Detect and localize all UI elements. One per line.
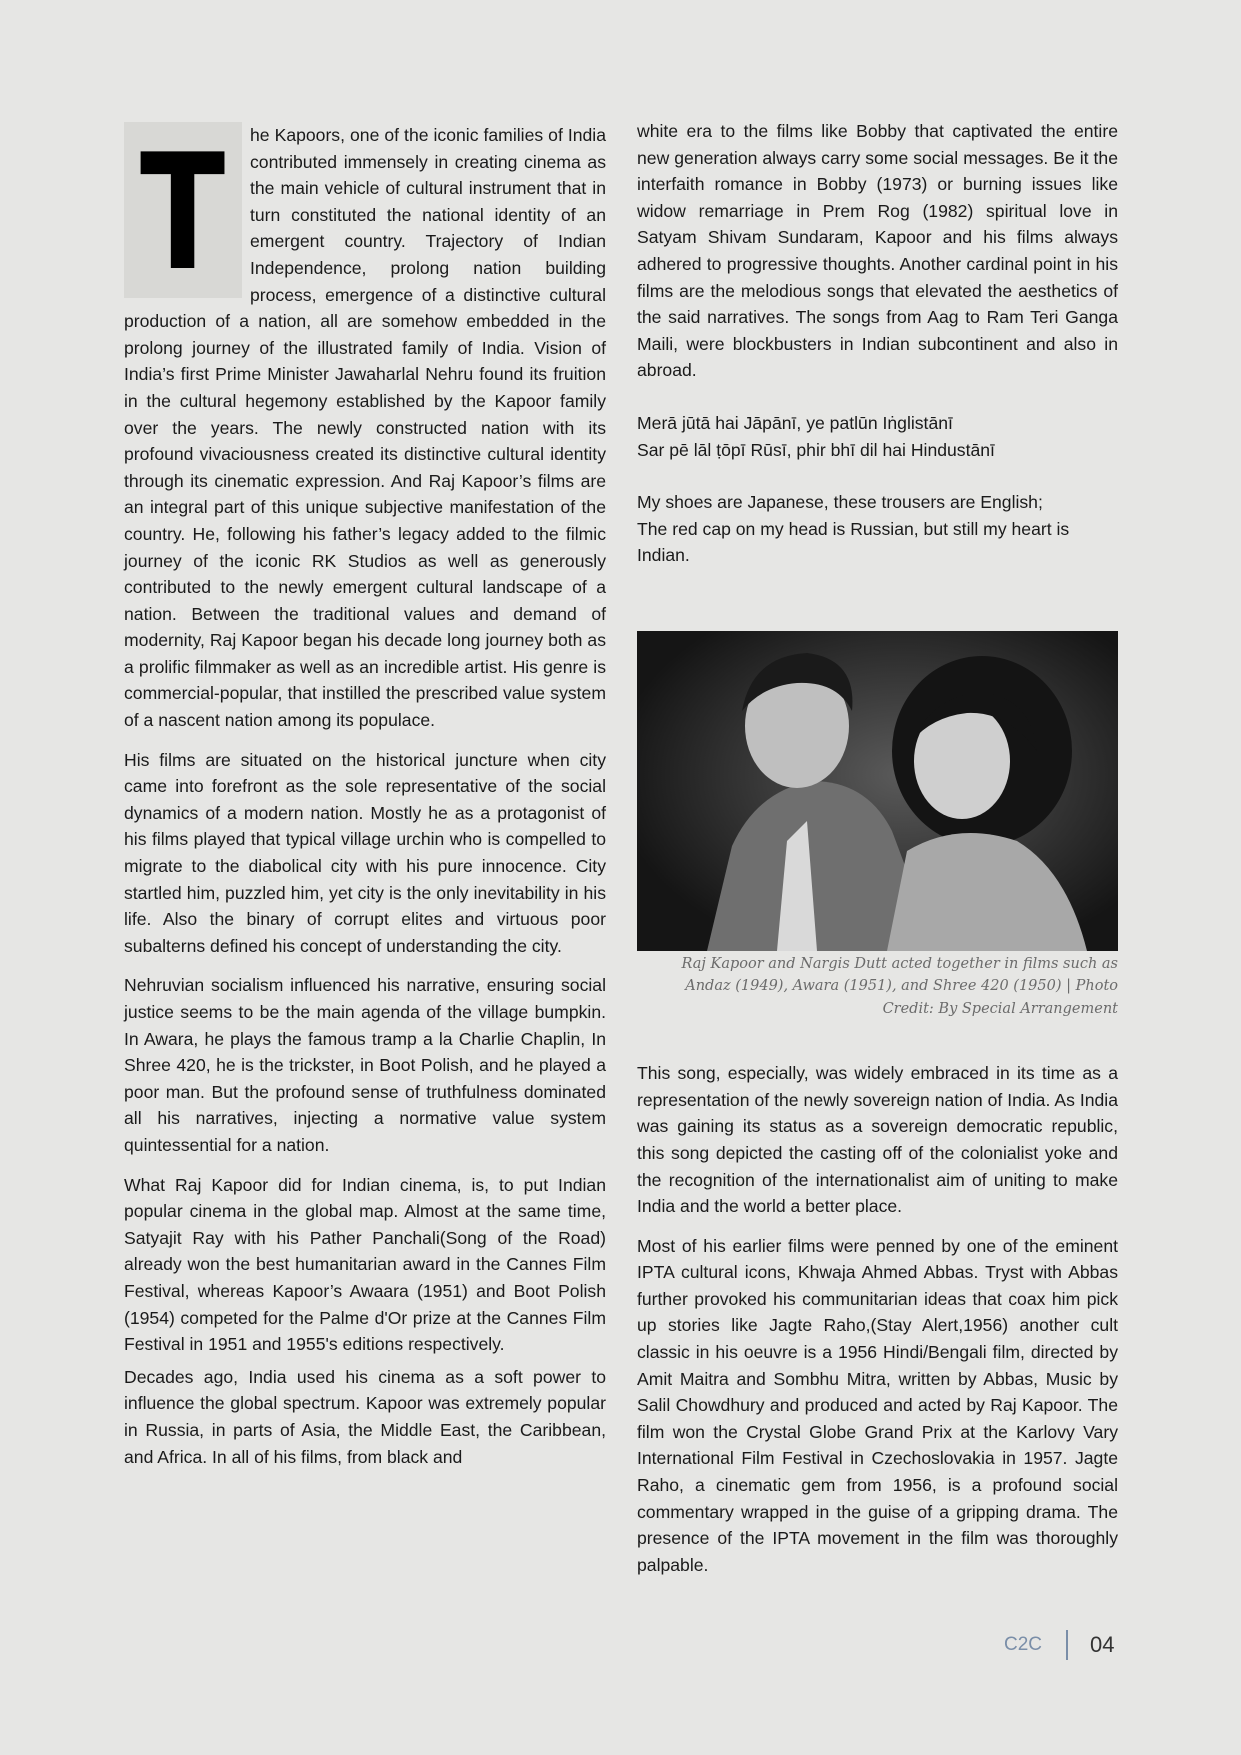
left-column: [124, 119, 606, 1470]
paragraph-global-map: What Raj Kapoor did for Indian cinema, is, to put Indian popular cinema in the global map. Almost at the same time, Satyajit Ray with his Pather Panchali(Song of the Road) already won the best humanitarian award in the Cannes Film Festival, whereas Kapoor’s Awaara (1951) and Boot Polish (1954) competed for the Palme d'Or prize at the Cannes Film Festival in 1951 and 1955's editions respectively.: [124, 1174, 606, 1355]
translation-line: The red cap on my head is Russian, but still my heart is Indian.: [637, 518, 1070, 566]
page-number: 04: [1090, 1632, 1115, 1657]
footer-divider: [1066, 1630, 1068, 1660]
paragraph-song-embraced: This song, especially, was widely embraced in its time as a representation of the newly sovereign nation of India. As India was gaining its status as a sovereign democratic republic, this song depicted the casting off of the colonialist yoke and the recognition of the internationalist aim of uniting to make India and the world a better place.: [637, 1063, 1118, 1217]
verse-line: Sar pē lāl ṭōpī Rūsī, phir bhī dil hai Hindustānī: [637, 439, 995, 460]
song-translation: [637, 489, 1118, 569]
intro-paragraph: he Kapoors, one of the iconic families of India contributed immensely in creating cinema as the main vehicle of cultural instrument that in turn constituted the national identity of an emergent country. Trajectory of Indian Independence, prolong nation building process, emergence of a distinctive cultural production of a nation, all are somehow embedded in the prolong journey of the illustrated family of India. Vision of India’s first Prime Minister Jawaharlal Nehru found its fruition in the cultural hegemony established by the Kapoor family over the years. The newly constructed nation with its profound vivaciousness created its distinctive cultural identity through its cinematic expression. And Raj Kapoor’s films are an integral part of this unique subjective manifestation of the country. He, following his father’s legacy added to the filmic journey of the iconic RK Studios as well as generously contributed to the newly emergent cultural landscape of a nation. Between the traditional values and demand of modernity, Raj Kapoor began his decade long journey both as a prolific filmmaker as well as an incredible artist. His genre is commercial-popular, that instilled the prescribed value system of a nascent nation among its populace.: [124, 125, 606, 731]
photo-caption: Raj Kapoor and Nargis Dutt acted together in films such as Andaz (1949), Awara (1951), and Shree 420 (1950) | Photo Credit: By Special Arrangement: [681, 955, 1118, 1017]
paragraph-city: His films are situated on the historical juncture when city came into forefront as the sole representative of the social dynamics of a modern nation. Mostly he as a protagonist of his films played that typical village urchin who is compelled to migrate to the diabolical city with his pure innocence. City startled him, puzzled him, yet city is the only inevitability in his life. Also the binary of corrupt elites and virtuous poor subalterns defined his concept of understanding the city.: [124, 749, 606, 956]
paragraph-soft-power: Decades ago, India used his cinema as a soft power to influence the global spectrum. Kapoor was extremely popular in Russia, in parts of Asia, the Middle East, the Caribbean, and Africa. In all of his films, from black and: [124, 1366, 606, 1467]
translation-line: My shoes are Japanese, these trousers are English;: [637, 492, 1043, 513]
dropcap-box: [124, 119, 242, 306]
right-column: [637, 118, 1118, 1578]
song-verse: [637, 410, 1118, 463]
verse-line: Merā jūtā hai Jāpānī, ye patlūn Iṅglistānī: [637, 412, 953, 433]
photo-illustration: [637, 631, 1118, 951]
paragraph-nehruvian: Nehruvian socialism influenced his narrative, ensuring social justice seems to be the main agenda of the village bumpkin. In Awara, he plays the famous tramp a la Charlie Chaplin, In Shree 420, he is the trickster, in Boot Polish, and he played a poor man. But the profound sense of truthfulness dominated all his narratives, injecting a normative value system quintessential for a nation.: [124, 975, 606, 1155]
photo-raj-kapoor-nargis: [637, 631, 1118, 951]
footer-brand: C2C: [1004, 1634, 1043, 1655]
dropcap-letter: T: [140, 119, 226, 306]
paragraph-abbas: Most of his earlier films were penned by one of the eminent IPTA cultural icons, Khwaja Ahmed Abbas. Tryst with Abbas further provoked his communitarian ideas that coax him pick up stories like Jagte Raho,(Stay Alert,1956) another cult classic in his oeuvre is a 1956 Hindi/Bengali film, directed by Amit Maitra and Sombhu Mitra, written by Abbas, Music by Salil Chowdhury and produced and acted by Raj Kapoor. The film won the Crystal Globe Grand Prix at the Karlovy Vary International Film Festival in Czechoslovakia in 1957. Jagte Raho, a cinematic gem from 1956, is a profound social commentary wrapped in the guise of a gripping drama. The presence of the IPTA movement in the film was thoroughly palpable.: [637, 1235, 1118, 1575]
paragraph-bobby: white era to the films like Bobby that captivated the entire new generation always carry some social messages. Be it the interfaith romance in Bobby (1973) or burning issues like widow remarriage in Prem Rog (1982) spiritual love in Satyam Shivam Sundaram, Kapoor and his films always adhered to progressive thoughts. Another cardinal point in his films are the melodious songs that elevated the aesthetics of the said narratives. The songs from Aag to Ram Teri Ganga Maili, were blockbusters in Indian subcontinent and also in abroad.: [637, 121, 1118, 381]
